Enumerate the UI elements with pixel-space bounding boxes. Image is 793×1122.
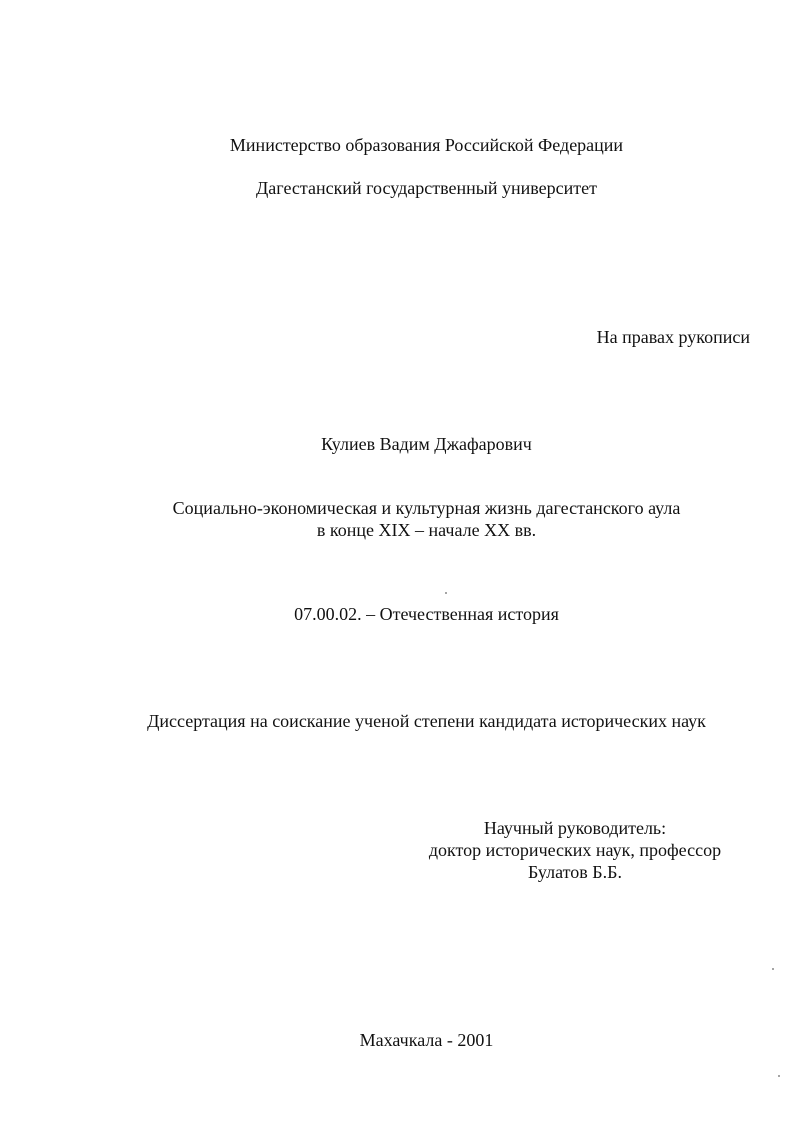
supervisor-degree: доктор исторических наук, профессор [428, 840, 722, 860]
place-year: Махачкала - 2001 [359, 1030, 494, 1050]
scan-speck [445, 592, 447, 594]
supervisor-label: Научный руководитель: [483, 818, 667, 838]
title-line-2: в конце XIX – начале XX вв. [316, 520, 537, 540]
university-heading: Дагестанский государственный университет [256, 178, 597, 198]
title-line-1: Социально-экономическая и культурная жизнь дагестанского аула [172, 498, 681, 518]
degree-statement: Диссертация на соискание ученой степени кандидата исторических наук [147, 711, 706, 731]
ministry-heading: Министерство образования Российской Федерации [229, 135, 624, 155]
specialty-code: 07.00.02. – Отечественная история [294, 604, 559, 624]
rights-note: На правах рукописи [596, 327, 750, 347]
scan-speck [772, 968, 774, 970]
supervisor-block [420, 817, 730, 883]
scan-speck [778, 1075, 780, 1077]
author-name: Кулиев Вадим Джафарович [321, 434, 532, 454]
supervisor-name: Булатов Б.Б. [528, 862, 622, 882]
dissertation-title [30, 497, 793, 541]
